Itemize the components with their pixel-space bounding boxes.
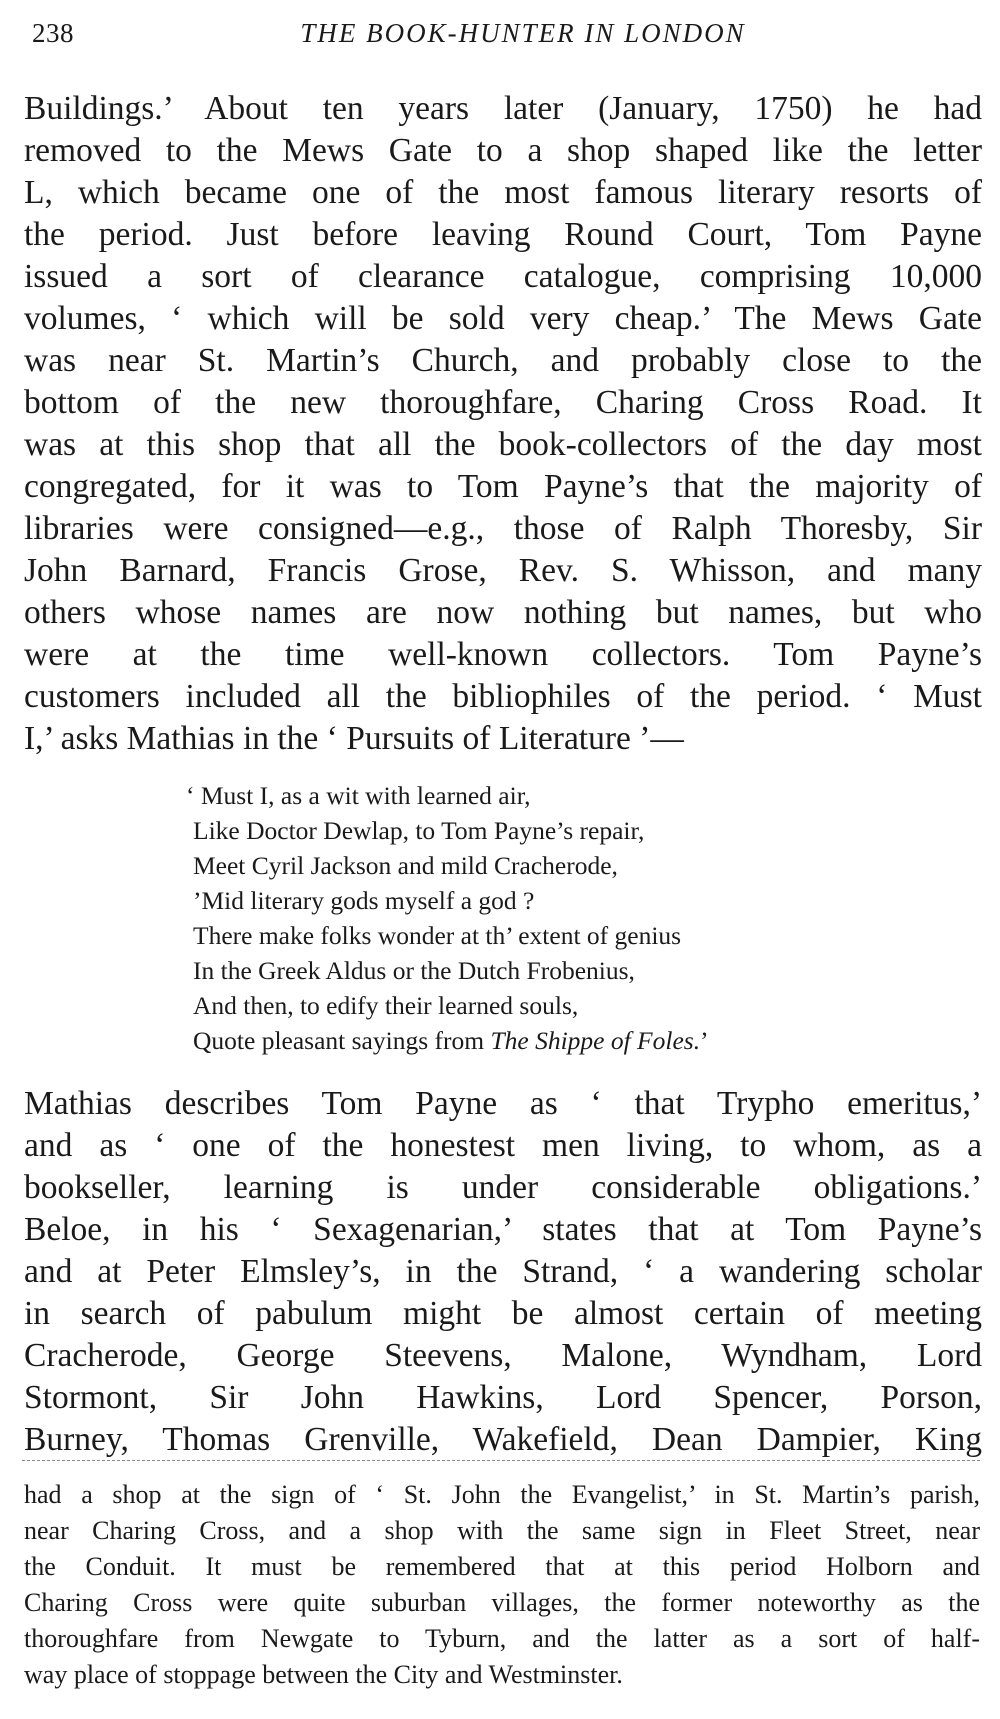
- verse-line-last: [193, 1023, 709, 1058]
- verse-line: In the Greek Aldus or the Dutch Frobenius,: [193, 956, 635, 985]
- footnote-line: thoroughfare from Newgate to Tyburn, and the latter as a sort of half-: [24, 1624, 980, 1653]
- book-title-italic: The Shippe of Foles.: [490, 1026, 701, 1055]
- footnote-line: Charing Cross were quite suburban villages, the former noteworthy as the: [24, 1588, 980, 1617]
- text-line: and at Peter Elmsley’s, in the Strand, ‘ a wandering scholar: [24, 1253, 982, 1290]
- verse-quotation: [186, 778, 709, 1058]
- text-line: was at this shop that all the book-collectors of the day most: [24, 426, 982, 463]
- footnote-line: the Conduit. It must be remembered that at this period Holborn and: [24, 1552, 980, 1581]
- paragraph-2: [24, 1083, 982, 1461]
- text-line: were at the time well-known collectors. Tom Payne’s: [24, 636, 982, 673]
- text-line: congregated, for it was to Tom Payne’s that the majority of: [24, 468, 982, 505]
- text-line: the period. Just before leaving Round Court, Tom Payne: [24, 216, 982, 253]
- text-line: I,’ asks Mathias in the ‘ Pursuits of Literature ’—: [24, 720, 684, 757]
- paragraph-1: [24, 88, 982, 760]
- footnote-line: near Charing Cross, and a shop with the same sign in Fleet Street, near: [24, 1516, 980, 1545]
- text-line: libraries were consigned—e.g., those of Ralph Thoresby, Sir: [24, 510, 982, 547]
- text-line: John Barnard, Francis Grose, Rev. S. Whisson, and many: [24, 552, 982, 589]
- footnote: [24, 1477, 980, 1693]
- text-line: Mathias describes Tom Payne as ‘ that Trypho emeritus,’: [24, 1085, 982, 1122]
- text-line: removed to the Mews Gate to a shop shaped like the letter: [24, 132, 982, 169]
- verse-line: And then, to edify their learned souls,: [193, 991, 579, 1020]
- text-line: was near St. Martin’s Church, and probably close to the: [24, 342, 982, 379]
- footnote-line: way place of stoppage between the City and Westminster.: [24, 1660, 623, 1689]
- text-line: in search of pabulum might be almost certain of meeting: [24, 1295, 982, 1332]
- verse-line: Like Doctor Dewlap, to Tom Payne’s repair,: [193, 816, 645, 845]
- text-line: customers included all the bibliophiles of the period. ‘ Must: [24, 678, 982, 715]
- text-line: others whose names are now nothing but names, but who: [24, 594, 982, 631]
- footnote-line: had a shop at the sign of ‘ St. John the Evangelist,’ in St. Martin’s parish,: [24, 1480, 980, 1509]
- text-line: Burney, Thomas Grenville, Wakefield, Dean Dampier, King: [24, 1421, 982, 1458]
- text-line: bottom of the new thoroughfare, Charing Cross Road. It: [24, 384, 982, 421]
- text-line: issued a sort of clearance catalogue, comprising 10,000: [24, 258, 982, 295]
- text-line: Stormont, Sir John Hawkins, Lord Spencer, Porson,: [24, 1379, 982, 1416]
- closing-quote: ’: [700, 1026, 709, 1055]
- text-line: bookseller, learning is under considerable obligations.’: [24, 1169, 982, 1206]
- text-line: Buildings.’ About ten years later (January, 1750) he had: [24, 90, 982, 127]
- verse-line: ’Mid literary gods myself a god ?: [193, 886, 535, 915]
- text-line: volumes, ‘ which will be sold very cheap.’ The Mews Gate: [24, 300, 982, 337]
- footnote-divider: [22, 1460, 980, 1461]
- verse-text: Quote pleasant sayings from: [193, 1026, 491, 1055]
- page-header: [24, 14, 982, 54]
- verse-line: Meet Cyril Jackson and mild Cracherode,: [193, 851, 618, 880]
- page-number: 238: [32, 18, 74, 48]
- verse-line: There make folks wonder at th’ extent of genius: [193, 921, 682, 950]
- text-line: Beloe, in his ‘ Sexagenarian,’ states that at Tom Payne’s: [24, 1211, 982, 1248]
- text-line: and as ‘ one of the honestest men living, to whom, as a: [24, 1127, 982, 1164]
- text-line: L, which became one of the most famous literary resorts of: [24, 174, 982, 211]
- running-title: THE BOOK-HUNTER IN LONDON: [300, 18, 746, 48]
- verse-line: ‘ Must I, as a wit with learned air,: [186, 781, 531, 810]
- text-line: Cracherode, George Steevens, Malone, Wyndham, Lord: [24, 1337, 982, 1374]
